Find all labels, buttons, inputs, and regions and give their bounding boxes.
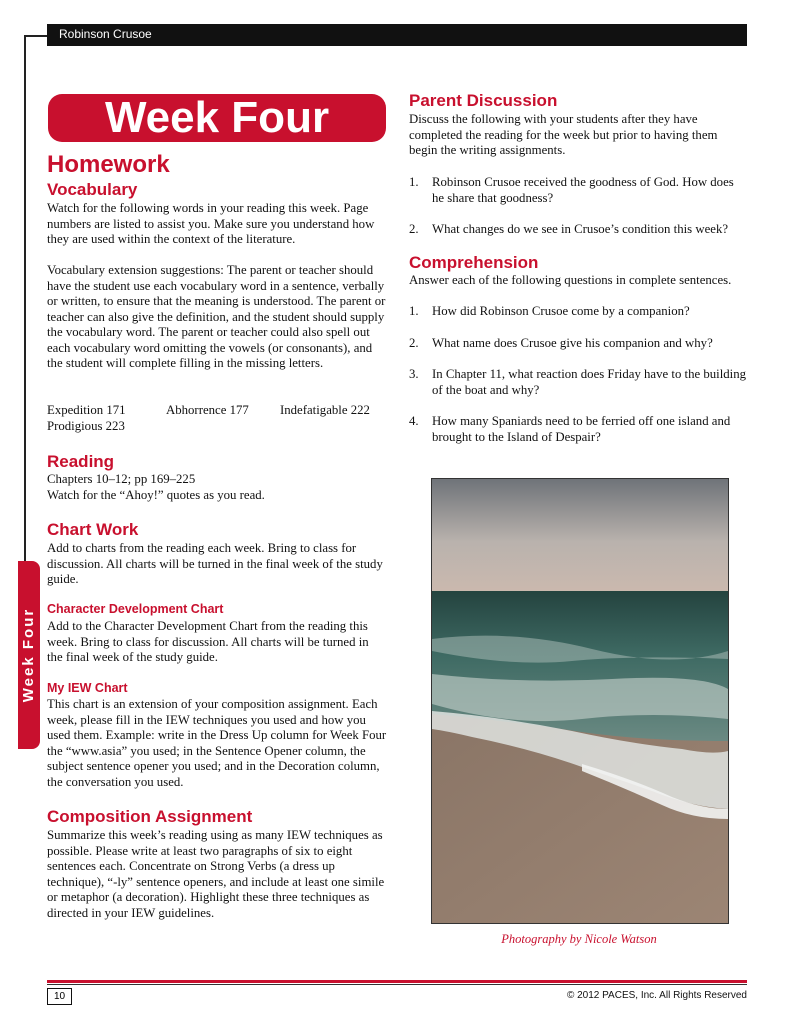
parent-discussion-intro: Discuss the following with your students after they have completed the reading for the week but prior to having them begin the writing assignments.	[409, 112, 718, 157]
question-number: 3.	[409, 367, 419, 381]
left-margin-rule	[24, 35, 26, 585]
footer-rule	[47, 980, 747, 983]
vocabulary-word-list	[47, 403, 387, 434]
question-text: How did Robinson Crusoe come by a companion?	[432, 304, 690, 318]
homework-heading: Homework	[47, 151, 170, 178]
comprehension-intro: Answer each of the following questions in complete sentences.	[409, 273, 732, 287]
list-item	[409, 336, 749, 352]
chart-work-heading: Chart Work	[47, 520, 139, 539]
iew-chart-text: This chart is an extension of your composition assignment. Each week, please fill in the IEW techniques you used and how you used them. Example: write in the Dress Up column for Week Four the “www.asia” you used; in the Sentence Opener column, the subject sentence opener you used; and in the Decoration column, the conversation you used.	[47, 697, 387, 789]
vocabulary-extension: Vocabulary extension suggestions: The parent or teacher should have the student use each vocabulary word in a sentence, verbally or written, to ensure that the meaning is understood. The parent or teacher can also give the definition, and the student should supply the vocabulary word. The parent or teacher could also spell out each vocabulary word omitting the vowels (or consonants), and the student will complete filling in the missing letters.	[47, 263, 386, 370]
question-number: 2.	[409, 222, 419, 236]
book-title: Robinson Crusoe	[59, 27, 152, 41]
vocab-word: Abhorrence 177	[166, 403, 249, 417]
list-item	[409, 304, 749, 320]
week-banner: Week Four	[48, 94, 386, 142]
chart-work-text: Add to charts from the reading each week. Bring to class for discussion. All charts will be turned in the final week of the study guide.	[47, 541, 383, 586]
question-text: What name does Crusoe give his companion and why?	[432, 335, 713, 350]
vocab-word: Indefatigable 222	[280, 403, 370, 417]
question-number: 2.	[409, 335, 419, 350]
list-item	[409, 414, 749, 445]
vocabulary-heading: Vocabulary	[47, 180, 138, 199]
question-number: 1.	[409, 175, 419, 189]
copyright-notice: © 2012 PACES, Inc. All Rights Reserved	[566, 990, 747, 1001]
question-number: 1.	[409, 304, 419, 318]
comprehension-questions	[409, 304, 749, 445]
footer-rule-thin	[47, 984, 747, 985]
vocab-word: Expedition 171	[47, 403, 126, 417]
list-item	[409, 222, 749, 238]
header-bar	[47, 24, 747, 46]
list-item	[409, 175, 749, 206]
question-text: Robinson Crusoe received the goodness of God. How does he share that goodness?	[432, 175, 734, 205]
parent-discussion-heading: Parent Discussion	[409, 91, 558, 110]
side-tab-label: Week Four	[20, 607, 37, 703]
character-chart-text: Add to the Character Development Chart from the reading this week. Bring to class for discussion. All charts will be turned in the final week of the study guide.	[47, 619, 369, 664]
question-text: In Chapter 11, what reaction does Friday have to the building of the boat and why?	[432, 367, 747, 397]
reading-note: Watch for the “Ahoy!” quotes as you read.	[47, 488, 265, 502]
parent-discussion-questions	[409, 175, 749, 238]
vocab-word: Prodigious 223	[47, 418, 125, 433]
beach-photo	[431, 478, 729, 924]
character-chart-heading: Character Development Chart	[47, 602, 224, 616]
reading-heading: Reading	[47, 452, 115, 471]
question-number: 4.	[409, 414, 419, 428]
photo-caption: Photography by Nicole Watson	[501, 932, 657, 946]
reading-chapters: Chapters 10–12; pp 169–225	[47, 472, 196, 486]
composition-text: Summarize this week’s reading using as many IEW techniques as possible. Please write at least two paragraphs of six to eight sentences each. Concentrate on Strong Verbs (a dress up technique), “-ly” sentence openers, and include at least one simile or metaphor (a decoration). Highlight these three techniques as directed in your IEW guidelines.	[47, 828, 385, 920]
list-item	[409, 367, 749, 398]
beach-photo-image	[432, 479, 728, 923]
composition-heading: Composition Assignment	[47, 807, 253, 826]
side-tab	[18, 561, 40, 749]
question-text: How many Spaniards need to be ferried off one island and brought to the Island of Despair?	[432, 414, 731, 444]
comprehension-heading: Comprehension	[409, 253, 539, 272]
page-number: 10	[47, 988, 72, 1005]
iew-chart-heading: My IEW Chart	[47, 681, 128, 695]
vocabulary-intro: Watch for the following words in your reading this week. Page numbers are listed to assist you. Make sure you understand how they are used within the context of the literature.	[47, 201, 375, 246]
left-margin-rule-top	[24, 35, 47, 37]
question-text: What changes do we see in Crusoe’s condition this week?	[432, 222, 729, 236]
